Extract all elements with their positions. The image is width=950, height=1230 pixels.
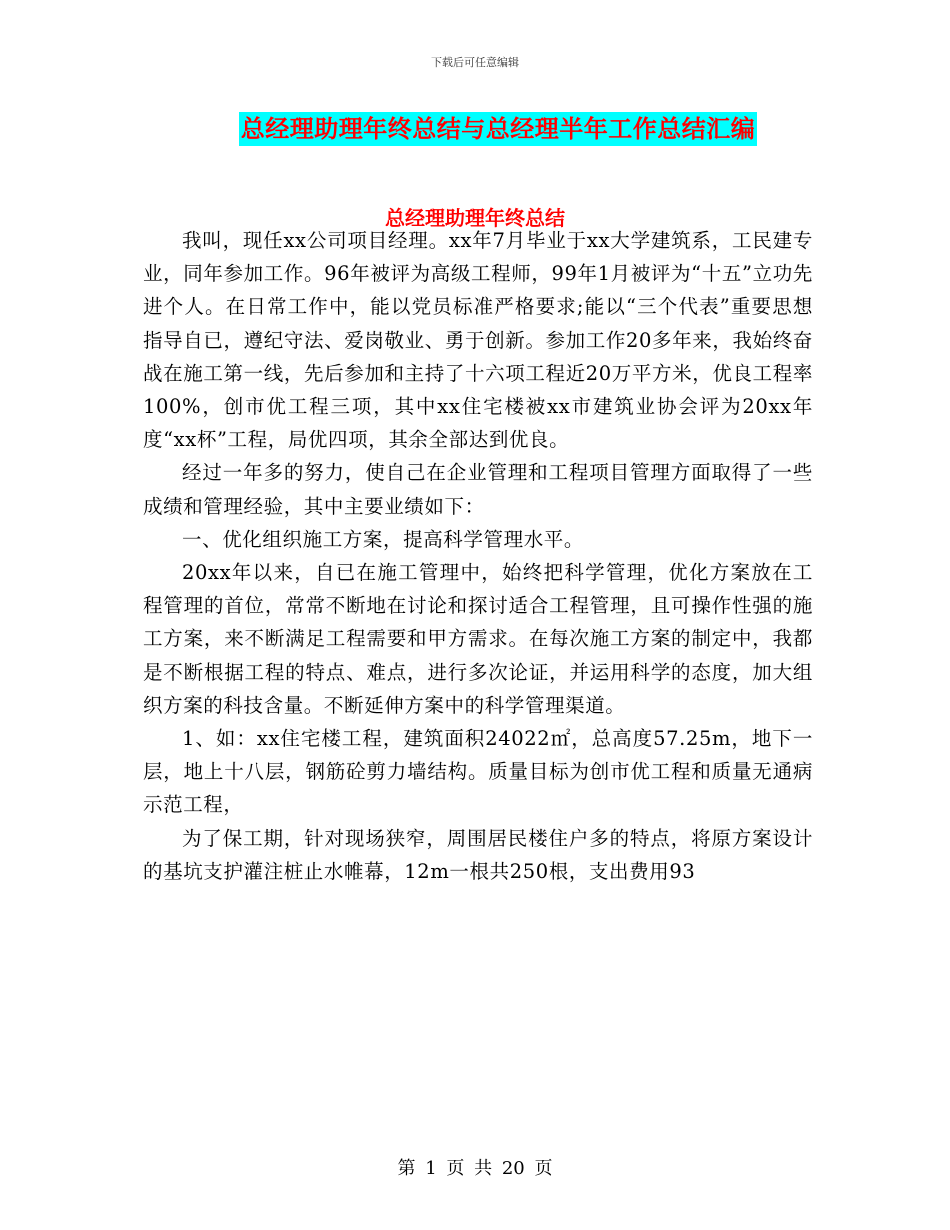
page-header-note: 下载后可任意编辑 [431, 56, 519, 69]
paragraph: 经过一年多的努力，使自己在企业管理和工程项目管理方面取得了一些成绩和管理经验，其中主要业绩如下： [143, 461, 813, 518]
document-main-title: 总经理助理年终总结与总经理半年工作总结汇编 [239, 112, 758, 146]
main-title-container [0, 112, 950, 146]
paragraph: 20xx年以来，自已在施工管理中，始终把科学管理，优化方案放在工程管理的首位，常常不断地在讨论和探讨适合工程管理，且可操作性强的施工方案，来不断满足工程需要和甲方需求。在每次施工方案的制定中，我都是不断根据工程的特点、难点，进行多次论证，并运用科学的态度，加大组织方案的科技含量。不断延伸方案中的科学管理渠道。 [143, 561, 813, 717]
paragraph: 为了保工期，针对现场狭窄，周围居民楼住户多的特点，将原方案设计的基坑支护灌注桩止水帷幕，12m一根共250根，支出费用93 [143, 826, 813, 883]
document-body [143, 224, 813, 888]
paragraph-heading: 一、优化组织施工方案，提高科学管理水平。 [182, 527, 585, 551]
page-footer: 第 1 页 共 20 页 [397, 1158, 553, 1179]
paragraph: 1、如：xx住宅楼工程，建筑面积24022㎡，总高度57.25m，地下一层，地上十八层，钢筋砼剪力墙结构。质量目标为创市优工程和质量无通病示范工程， [143, 727, 813, 817]
section-title: 总经理助理年终总结 [385, 206, 565, 230]
paragraph: 我叫，现任xx公司项目经理。xx年7月毕业于xx大学建筑系，工民建专业，同年参加工作。96年被评为高级工程师，99年1月被评为“十五”立功先进个人。在日常工作中，能以党员标准严格要求;能以“三个代表”重要思想指导自已，遵纪守法、爱岗敬业、勇于创新。参加工作20多年来，我始终奋战在施工第一线，先后参加和主持了十六项工程近20万平方米，优良工程率100%，创市优工程三项，其中xx住宅楼被xx市建筑业协会评为20xx年度“xx杯”工程，局优四项，其余全部达到优良。 [143, 229, 813, 452]
